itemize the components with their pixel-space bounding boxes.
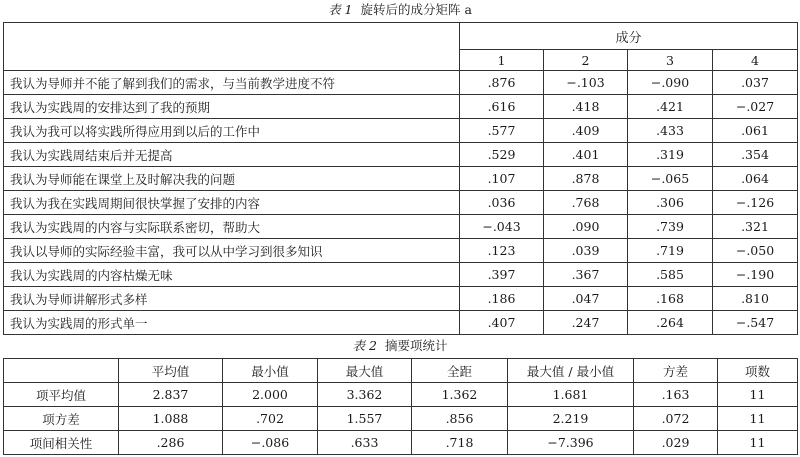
loading-value-cell: .421 xyxy=(628,95,713,119)
table2-caption-number: 表 2 xyxy=(352,338,377,353)
table1-component-header: 1 xyxy=(460,50,544,71)
row-label: 我认以导师的实际经验丰富，我可以从中学习到很多知识 xyxy=(4,239,460,263)
row-label: 我认为实践周的形式单一 xyxy=(4,311,460,335)
loading-value-cell: .418 xyxy=(544,95,628,119)
table-row xyxy=(4,239,798,263)
stat-value-cell: −.086 xyxy=(223,431,318,455)
row-label: 我认为导师并不能了解到我们的需求，与当前教学进度不符 xyxy=(4,71,460,95)
loading-value-cell: .319 xyxy=(628,143,713,167)
row-label: 我认为实践周的内容枯燥无味 xyxy=(4,263,460,287)
table1-group-header: 成分 xyxy=(460,23,798,50)
loading-value-cell: .354 xyxy=(713,143,798,167)
table-row xyxy=(4,191,798,215)
row-label: 我认为实践周结束后并无提高 xyxy=(4,143,460,167)
table1-component-header: 2 xyxy=(544,50,628,71)
loading-value-cell: .036 xyxy=(460,191,544,215)
table-row xyxy=(4,71,798,95)
loading-value-cell: −.126 xyxy=(713,191,798,215)
stat-value-cell: 3.362 xyxy=(318,383,412,407)
stat-value-cell: 1.088 xyxy=(119,407,223,431)
loading-value-cell: −.027 xyxy=(713,95,798,119)
table-row xyxy=(4,143,798,167)
column-header: 最大值 xyxy=(318,359,412,383)
row-label: 项平均值 xyxy=(4,383,119,407)
summary-item-statistics-table xyxy=(3,358,798,455)
table1-caption-number: 表 1 xyxy=(328,2,353,17)
stat-value-cell: .718 xyxy=(412,431,508,455)
loading-value-cell: .577 xyxy=(460,119,544,143)
loading-value-cell: .876 xyxy=(460,71,544,95)
loading-value-cell: .739 xyxy=(628,215,713,239)
stat-value-cell: 11 xyxy=(718,431,798,455)
row-label: 我认为我在实践周期间很快掌握了安排的内容 xyxy=(4,191,460,215)
table1-header-row xyxy=(4,23,798,50)
stat-value-cell: 2.837 xyxy=(119,383,223,407)
loading-value-cell: −.090 xyxy=(628,71,713,95)
column-header: 项数 xyxy=(718,359,798,383)
loading-value-cell: .719 xyxy=(628,239,713,263)
loading-value-cell: .047 xyxy=(544,287,628,311)
table-row xyxy=(4,431,798,455)
loading-value-cell: .037 xyxy=(713,71,798,95)
loading-value-cell: −.050 xyxy=(713,239,798,263)
loading-value-cell: −.043 xyxy=(460,215,544,239)
loading-value-cell: .585 xyxy=(628,263,713,287)
row-label: 项方差 xyxy=(4,407,119,431)
table-row xyxy=(4,407,798,431)
loading-value-cell: −.547 xyxy=(713,311,798,335)
loading-value-cell: .306 xyxy=(628,191,713,215)
loading-value-cell: .529 xyxy=(460,143,544,167)
loading-value-cell: .321 xyxy=(713,215,798,239)
table2-caption-text: 摘要项统计 xyxy=(384,338,448,353)
loading-value-cell: .397 xyxy=(460,263,544,287)
stat-value-cell: .856 xyxy=(412,407,508,431)
table1-component-header: 4 xyxy=(713,50,798,71)
stat-value-cell: 11 xyxy=(718,383,798,407)
table-row xyxy=(4,119,798,143)
loading-value-cell: .409 xyxy=(544,119,628,143)
stat-value-cell: .072 xyxy=(634,407,718,431)
stat-value-cell: 1.681 xyxy=(508,383,634,407)
stat-value-cell: 1.362 xyxy=(412,383,508,407)
loading-value-cell: .107 xyxy=(460,167,544,191)
row-label: 我认为导师讲解形式多样 xyxy=(4,287,460,311)
stat-value-cell: 2.219 xyxy=(508,407,634,431)
table-row xyxy=(4,383,798,407)
table2-caption xyxy=(0,338,800,354)
loading-value-cell: .433 xyxy=(628,119,713,143)
loading-value-cell: .039 xyxy=(544,239,628,263)
table-row xyxy=(4,287,798,311)
column-header: 最小值 xyxy=(223,359,318,383)
loading-value-cell: .168 xyxy=(628,287,713,311)
stat-value-cell: .633 xyxy=(318,431,412,455)
table-row xyxy=(4,95,798,119)
loading-value-cell: .401 xyxy=(544,143,628,167)
row-label: 项间相关性 xyxy=(4,431,119,455)
loading-value-cell: .090 xyxy=(544,215,628,239)
loading-value-cell: .878 xyxy=(544,167,628,191)
rotated-component-matrix-table xyxy=(3,22,798,335)
loading-value-cell: .616 xyxy=(460,95,544,119)
loading-value-cell: .186 xyxy=(460,287,544,311)
stat-value-cell: .163 xyxy=(634,383,718,407)
row-label: 我认为我可以将实践所得应用到以后的工作中 xyxy=(4,119,460,143)
column-header: 方差 xyxy=(634,359,718,383)
table-row xyxy=(4,215,798,239)
table1-caption-text: 旋转后的成分矩阵 a xyxy=(360,2,472,17)
loading-value-cell: .407 xyxy=(460,311,544,335)
loading-value-cell: .367 xyxy=(544,263,628,287)
loading-value-cell: −.190 xyxy=(713,263,798,287)
table1-corner-cell xyxy=(4,23,460,71)
table1-caption xyxy=(0,2,800,18)
row-label: 我认为实践周的内容与实际联系密切，帮助大 xyxy=(4,215,460,239)
loading-value-cell: .247 xyxy=(544,311,628,335)
stat-value-cell: .702 xyxy=(223,407,318,431)
loading-value-cell: .264 xyxy=(628,311,713,335)
loading-value-cell: .768 xyxy=(544,191,628,215)
stat-value-cell: .286 xyxy=(119,431,223,455)
loading-value-cell: −.065 xyxy=(628,167,713,191)
table-row xyxy=(4,263,798,287)
table-row xyxy=(4,167,798,191)
table2-corner-cell xyxy=(4,359,119,383)
stat-value-cell: .029 xyxy=(634,431,718,455)
loading-value-cell: .061 xyxy=(713,119,798,143)
row-label: 我认为实践周的安排达到了我的预期 xyxy=(4,95,460,119)
stat-value-cell: −7.396 xyxy=(508,431,634,455)
row-label: 我认为导师能在课堂上及时解决我的问题 xyxy=(4,167,460,191)
loading-value-cell: .064 xyxy=(713,167,798,191)
loading-value-cell: −.103 xyxy=(544,71,628,95)
stat-value-cell: 2.000 xyxy=(223,383,318,407)
column-header: 全距 xyxy=(412,359,508,383)
loading-value-cell: .123 xyxy=(460,239,544,263)
loading-value-cell: .810 xyxy=(713,287,798,311)
stat-value-cell: 1.557 xyxy=(318,407,412,431)
stat-value-cell: 11 xyxy=(718,407,798,431)
table1-component-header: 3 xyxy=(628,50,713,71)
table2-header-row xyxy=(4,359,798,383)
table2-body xyxy=(4,383,798,455)
column-header: 平均值 xyxy=(119,359,223,383)
table1-body xyxy=(4,71,798,335)
column-header: 最大值 / 最小值 xyxy=(508,359,634,383)
table-row xyxy=(4,311,798,335)
